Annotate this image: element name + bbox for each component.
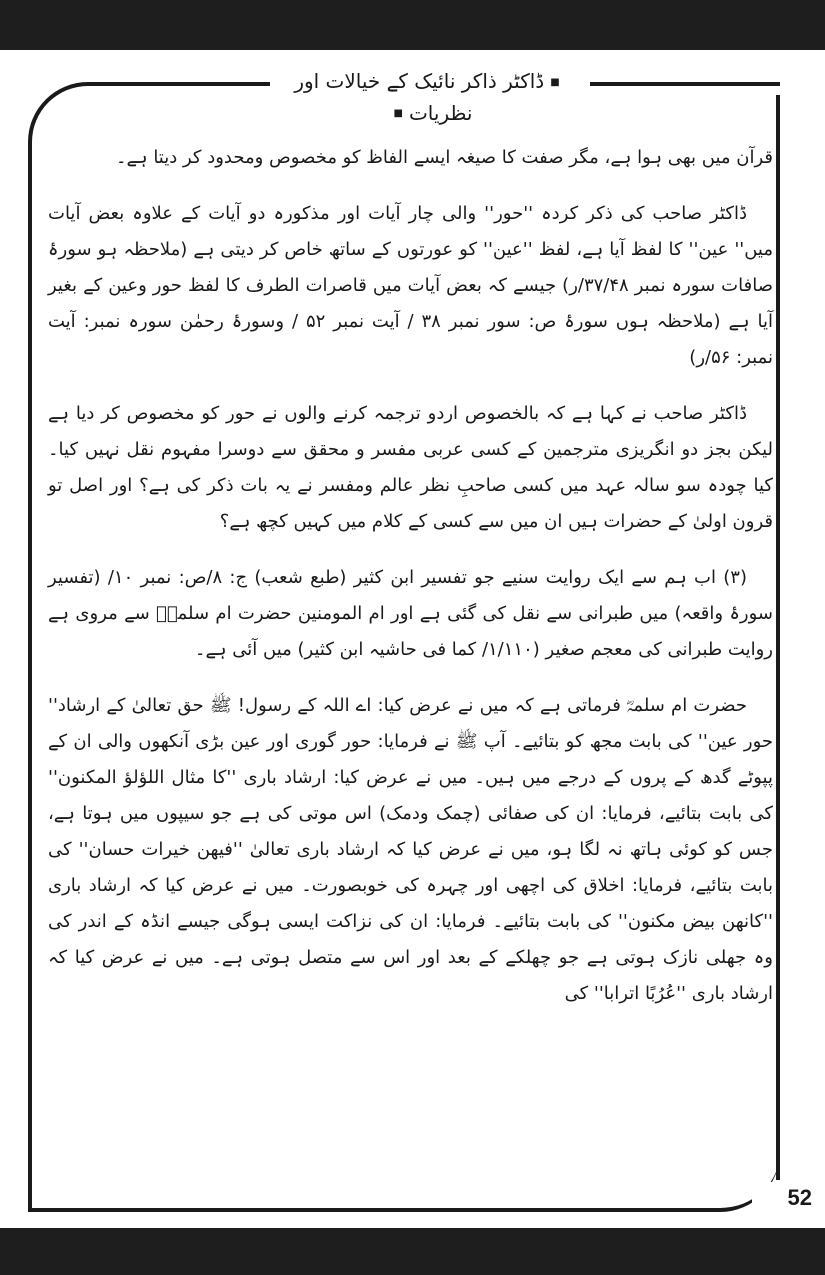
running-header-title: ■ ڈاکٹر ذاکر نائیک کے خیالات اور نظریات ■ bbox=[270, 66, 590, 129]
paragraph-2: ڈاکٹر صاحب کی ذکر کردہ ''حور'' والی چار آیات اور مذکورہ دو آیات کے علاوہ بعض آیات میں'' عین'' کا لفظ آیا ہے، لفظ ''عین'' کو عورتوں کے ساتھ خاص کر دیتی ہے (ملاحظہ ہو سورۂ صافات سورہ نمبر ۳۷/۴۸/ر) جیسے کہ بعض آیات میں قاصرات الطرف کا لفظ حور وعین کے بغیر آیا ہے (ملاحظہ ہوں سورۂ ص: سور نمبر ۳۸ / آیت نمبر ۵۲ / وسورۂ رحمٰن سورہ نمبر: آیت نمبر: ۵۶/ر) bbox=[48, 203, 773, 368]
paragraph-3: ڈاکٹر صاحب نے کہا ہے کہ بالخصوص اردو ترجمہ کرنے والوں نے حور کو مخصوص کر دیا ہے لیکن بجز دو انگریزی مترجمین کے کسی عربی مفسر و محقق سے دوسرا مفہوم نقل نہیں کیا۔ کیا چودہ سو سالہ عہد میں کسی صاحبِ نظر عالم ومفسر نے یہ بات ذکر کی ہے؟ اور اصل تو قرون اولیٰ کے حضرات ہیں ان میں سے کسی کے کلام میں کہیں کچھ ہے؟ bbox=[48, 403, 773, 532]
paragraph-1: قرآن میں بھی ہوا ہے، مگر صفت کا صیغہ ایسے الفاظ کو مخصوص ومحدود کر دیتا ہے۔ bbox=[115, 147, 773, 168]
bottom-black-bar bbox=[0, 1228, 825, 1275]
paragraph-4: (۳) اب ہم سے ایک روایت سنیے جو تفسیر ابن کثیر (طبع شعب) ج: ۸/ص: نمبر ۱۰/ (تفسیر سورۂ واقعہ) میں طبرانی سے نقل کی گئی ہے اور ام المومنین حضرت ام سلمہؓ سے مروی ہے روایت طبرانی کی معجم صغیر (۱/۱۱۰/ کما فی حاشیہ ابن کثیر) میں آئی ہے۔ bbox=[48, 567, 773, 660]
paragraph-5: حضرت ام سلمہؓ فرماتی ہے کہ میں نے عرض کیا: اے اللہ کے رسول! ﷺ حق تعالیٰ کے ارشاد'' حور عین'' کی بابت مجھ کو بتائیے۔ آپ ﷺ نے فرمایا: حور گوری اور عین بڑی آنکھوں والی ان کے پپوٹے گدھ کے پروں کے درجے میں ہیں۔ میں نے عرض کیا: ارشاد باری ''کا مثال اللؤلؤ المکنون'' کی بابت بتائیے، فرمایا: ان کی صفائی (چمک ودمک) اس موتی کی ہے جو سیپوں میں ہوتا ہے، جس کو کوئی ہاتھ نہ لگا ہو، میں نے عرض کیا کہ ارشاد باری تعالیٰ ''فیھن خیرات حسان'' کی بابت بتائیے، فرمایا: اخلاق کی اچھی اور چہرہ کی خوبصورت۔ میں نے عرض کیا کہ ارشاد باری ''کانھن بیض مکنون'' کی بابت بتائیے۔ فرمایا: ان کی نزاکت ایسی ہوگی جیسے انڈہ کے اندر کی وہ جھلی نازک ہوتی ہے جو چھلکے کے بعد اور اس سے متصل ہوتی ہے۔ میں نے عرض کیا کہ ارشاد باری ''عُرُبًا اترابا'' کی bbox=[48, 695, 773, 1004]
page-number: 52 bbox=[752, 1182, 812, 1214]
page-body bbox=[48, 140, 773, 1012]
top-black-bar bbox=[0, 0, 825, 50]
page-frame-right-edge bbox=[776, 95, 780, 1180]
